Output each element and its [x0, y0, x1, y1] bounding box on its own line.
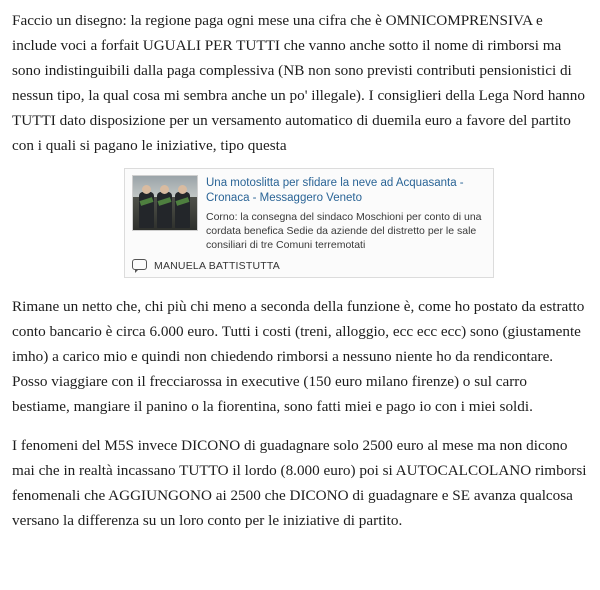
link-preview-author: MANUELA BATTISTUTTA: [154, 259, 280, 272]
link-preview-thumbnail-image: [132, 175, 198, 231]
link-preview-title-link[interactable]: Una motoslitta per sfidare la neve ad Acquasanta - Cronaca - Messaggero Veneto: [206, 177, 464, 204]
paragraph-2: Rimane un netto che, chi più chi meno a seconda della funzione è, come ho postato da estratto conto bancario è circa 6.000 euro. Tutti i costi (treni, alloggio, ecc ecc ecc) sono (giustamente imho) a carico mio e quindi non chiedendo rimborsi a nessuno niente ho da rendicontare. Posso viaggiare con il frecciarossa in executive (150 euro milano firenze) o sul carro bestiame, mangiare il panino o la fiorentina, sono fatti miei e pago io con i miei soldi.: [12, 298, 585, 415]
link-preview-text: [206, 175, 486, 252]
comment-bubble-icon: [132, 259, 148, 272]
link-preview-wrapper: [12, 168, 588, 278]
link-preview-footer: [132, 257, 486, 272]
paragraph-3: I fenomeni del M5S invece DICONO di guadagnare solo 2500 euro al mese ma non dicono mai che in realtà incassano TUTTO il lordo (8.000 euro) poi si AUTOCALCOLANO rimborsi fenomenali che AGGIUNGONO ai 2500 che DICONO di guadagnare e SE avanza qualcosa versano la differenza su un loro conto per le iniziative di partito.: [12, 437, 587, 529]
paragraph-1: Faccio un disegno: la regione paga ogni mese una cifra che è OMNICOMPRENSIVA e include voci a forfait UGUALI PER TUTTI che vanno anche sotto il nome di rimborsi ma sono indistinguibili dalla paga complessiva (NB non sono previsti contributi pensionistici di nessun tipo, la qual cosa mi sembra anche un po' illegale). I consiglieri della Lega Nord hanno TUTTI dato disposizione per un versamento automatico di duemila euro a favore del partito con i quali si pagano le iniziative, tipo questa: [12, 12, 585, 154]
link-preview-top: [132, 175, 486, 252]
link-preview-card[interactable]: [124, 168, 494, 278]
link-preview-description: Corno: la consegna del sindaco Moschioni per conto di una cordata benefica Sedie da aziende del distretto per le sale consiliari di tre Comuni terremotati: [206, 211, 482, 251]
